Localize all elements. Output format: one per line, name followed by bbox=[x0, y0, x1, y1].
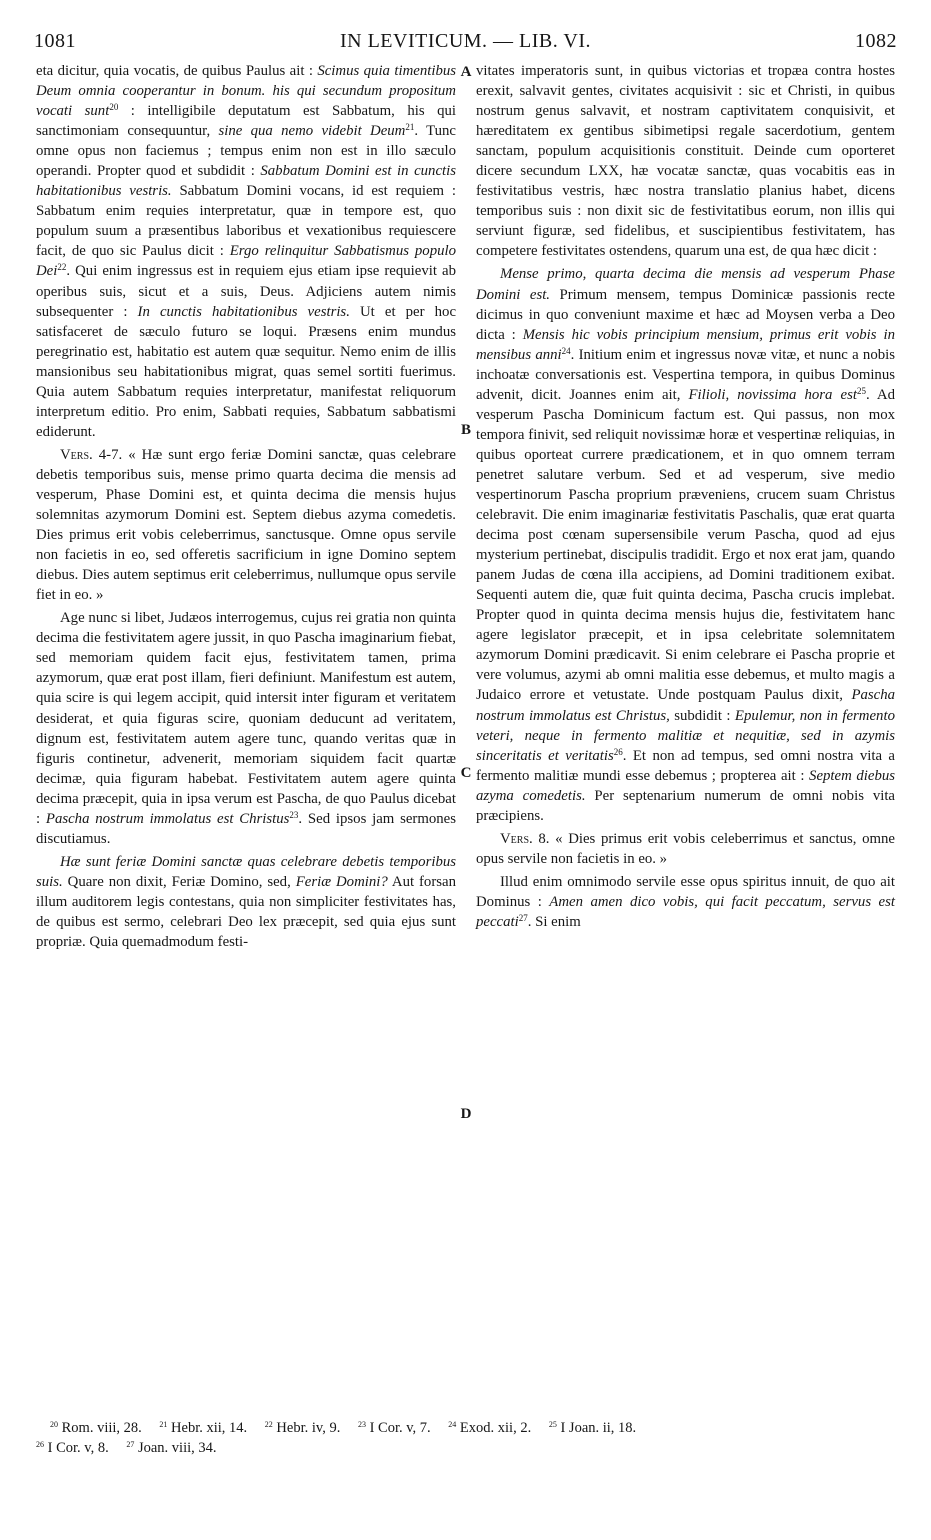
footnote: $^{22}$ Hebr. iv, 9. bbox=[264, 1420, 341, 1436]
footnote: $^{27}$ Joan. viii, 34. bbox=[126, 1440, 217, 1456]
paragraph: Age nunc si libet, Judæos interrogemus, cujus rei gratia non quinta decima die festivitatem agere jussit, in quo Pascha imaginarium fiebat, sed memoriam quidem facit ejus, festivitatem tamen, prima azymorum, quæ erat post illam, fieri definiunt. Manifestum est autem, quia scire is qui legem accipit, quid intersit inter figuram et veritatem desiderat, et quia figuras scire, quoniam deducunt ad veritatem, dignum est, festivitatem autem agere tunc, quando veritas quæ in figuris continetur, advenerit, memoriam siquidem facit quartæ decimæ, quia figuram habebat. Festivitatem autem agere quinta decima præcepit, quia in ipsa verum est Pascha, de quo Paulus dicebat : Pascha nostrum immolatus est Christus$^{23}$. Sed ipsos jam sermones discutiamus. bbox=[36, 610, 456, 847]
paragraph: Mense primo, quarta decima die mensis ad vesperum Phase Domini est. Primum mensem, tempus Dominicæ passionis recte dicimus in quo conveniunt maxime et hæc ad Moysen verba a Deo dicta : Mensis hic vobis principium mensium, primus erit vobis in mensibus anni$^{24}$. Initium enim et ingressus novæ vitæ, et nunc a nobis inchoatæ conversationis est. Vespertina tempora, in quibus Dominus advenit, dicit. Joannes enim ait, Filioli, novissima hora est$^{25}$. Ad vesperum Pascha Dominicum factum est. Qui passus, non mox tempora finivit, sed reliquit novissimæ horæ et vespertinæ reliquias, in quibus oporteat currere prædicationem, et in quo omnem terram penetret salutare verbum. Sed et ad vesperum, sive medio vespertinorum Pascha proprium præveniens, crucem suam Christus celebravit. Die enim imaginariæ festivitatis Paschalis, quæ erat quarta decima post cœnam supersensibile verum Pascha, quod ad ejus mysterium pertinebat, discipulis tradidit. Ergo et nox erat jam, quando panem Judas de cœna illa accipiens, ad Domini traditionem exibat. Sequenti autem die, quæ fuit quinta decima, Pascha crucis implebat. Propter quod in quinta decima mensis hujus die, festivitatem hanc agere legislator præcepit, et in ipsa celebritate solemnitatem azymorum Domini prædicavit. Si enim celebrare ei Pascha proprie et vere volumus, azymi ab omni malitia esse debemus, et multo magis a Judaico errore et vetustate. Unde postquam Paulus dixit, Pascha nostrum immolatus est Christus, subdidit : Epulemur, non in fermento veteri, neque in fermento malitiæ et nequitiæ, sed in azymis sinceritatis et veritatis$^{26}$. Et non ad tempus, sed omni nostra vita a fermento malitiæ mundi esse debemus ; propterea ait : Septem diebus azyma comedetis. Per septenarium numerum de omni nobis vita præcipiens. bbox=[476, 266, 896, 824]
paragraph: Illud enim omnimodo servile esse opus spiritus innuit, de quo ait Dominus : Amen amen dico vobis, qui facit peccatum, servus est peccati$^{27}$. Si enim bbox=[476, 873, 895, 930]
footnote-ref: 27 bbox=[518, 912, 528, 923]
paragraph: vitates imperatoris sunt, in quibus victorias et tropæa contra hostes erexit, salvavit gentes, civitates acquisivit : sic et Christi, in quibus nostrum genus salvavit, et nostram captivitatem conquisivit, et hæreditatem ex gentibus sibimetipsi regale sacerdotium, gentem sanctam, populum acquisitionis constituit. Deinde cum oporteret dicere secundum LXX, hæ vocatæ sanctæ, quas vocabitis eas in festivitatibus vestris, hæc nostra translatio planius habet, dicens temporibus suis : non dixit sic de festivitatibus eorum, non illis qui serviunt figuræ, sed fidelibus, et suscipientibus festivitatem, has competere festivitates ostendens, quarum una est, de qua hæc dicit : bbox=[476, 63, 895, 260]
paragraph: Hæ sunt feriæ Domini sanctæ quas celebrare debetis temporibus suis. Quare non dixit, Feriæ Domino, sed, Feriæ Domini? Aut forsan illum auditorem legis contestans, quia non simpliciter festivitates has, de quibus est sermo, celebrari Deo lex præcepit, sed quia ejus sunt propriæ. Quia quemadmodum festi- bbox=[36, 853, 456, 951]
footnote: $^{20}$ Rom. viii, 28. bbox=[50, 1420, 142, 1436]
footnote-ref: 21 bbox=[405, 122, 415, 133]
verse-paragraph: Vers. 4-7. « Hæ sunt ergo feriæ Domini sanctæ, quas celebrare debetis temporibus suis, mense primo quarta decima die mensis ad vesperum, Phase Domini est, et quinta decima die mensis hujus solemnitas azymorum Domini est. Septem diebus azyma comedetis. Dies primus erit vobis celeberrimus, sanctusque. Omne opus servile non facietis in eo, sed offeretis sacrificium in igne Domino septem diebus. Dies autem septimus erit celeberrimus, nullumque opus servile fiet in eo. » bbox=[36, 446, 456, 604]
footnote-line bbox=[36, 1438, 897, 1458]
footnote-ref: 25 bbox=[856, 385, 866, 396]
paragraph: eta dicitur, quia vocatis, de quibus Paulus ait : Scimus quia timentibus Deum omnia cooperantur in bonum. his qui secundum propositum vocati sunt$^{20}$ : intelligibile deputatum est Sabbatum, his qui sanctimoniam consequuntur, sine qua nemo videbit Deum$^{21}$. Tunc omne opus non faciemus ; tempus enim non est in illo sæculo operandi. Propter quod et subdidit : Sabbatum Domini est in cunctis habitationibus vestris. Sabbatum Domini vocans, id est requiem : Sabbatum enim requies interpretatur, quæ in tempore est, quo populum suum a præsentibus laboribus et vexationibus requiescere facit, de quo sic Paulus dicit : Ergo relinquitur Sabbatismus populo Dei$^{22}$. Qui enim ingressus est in requiem ejus etiam ipse requievit ab operibus suis, sicut et a suis, Deus. Adjiciens autem nimis subsequenter : In cunctis habitationibus vestris. Ut et per hoc satisfaceret de sæculo futuro se loqui. Præsens enim mundus peregrinatio est, habitatio est autem quæ sequitur. Nemo enim de illis mansionibus seu habitationibus migrat, quas semel sortiti fuerimus. Quia autem Sabbatum requies interpretatur, manifestat reliquorum interpretum editio. Pro enim, Sabbati requies, Sabbatum sabbatismi ediderunt. bbox=[36, 63, 457, 440]
right-column bbox=[476, 61, 895, 932]
footnote: $^{23}$ I Cor. v, 7. bbox=[357, 1420, 431, 1436]
footnotes bbox=[36, 1418, 897, 1458]
footnote-ref: 23 bbox=[289, 809, 299, 820]
footnote-ref: 26 bbox=[613, 746, 623, 757]
margin-letter-a: A bbox=[460, 64, 472, 80]
verse-label: Vers. 8. bbox=[500, 830, 550, 847]
page-header bbox=[34, 30, 897, 58]
footnote: $^{26}$ I Cor. v, 8. bbox=[36, 1440, 109, 1456]
margin-letter-b: B bbox=[460, 422, 471, 438]
page-number-right: 1082 bbox=[855, 30, 897, 52]
footnote-ref: 22 bbox=[57, 262, 67, 273]
page-number-left: 1081 bbox=[34, 30, 76, 52]
verse-label: Vers. 4-7. bbox=[60, 446, 123, 463]
footnote: $^{21}$ Hebr. xii, 14. bbox=[159, 1420, 248, 1436]
running-title: IN LEVITICUM. — LIB. VI. bbox=[339, 30, 592, 52]
footnote: $^{24}$ Exod. xii, 2. bbox=[448, 1420, 532, 1436]
footnote-ref: 24 bbox=[561, 345, 571, 356]
verse-paragraph: Vers. 8. « Dies primus erit vobis celeberrimus et sanctus, omne opus servile non facietis in eo. » bbox=[476, 830, 895, 867]
left-column bbox=[36, 61, 456, 952]
margin-letter-c: C bbox=[460, 765, 472, 781]
margin-letter-d: D bbox=[460, 1106, 472, 1122]
footnote-line bbox=[36, 1418, 897, 1438]
footnote-ref: 20 bbox=[109, 102, 119, 113]
footnote: $^{25}$ I Joan. ii, 18. bbox=[548, 1420, 637, 1436]
